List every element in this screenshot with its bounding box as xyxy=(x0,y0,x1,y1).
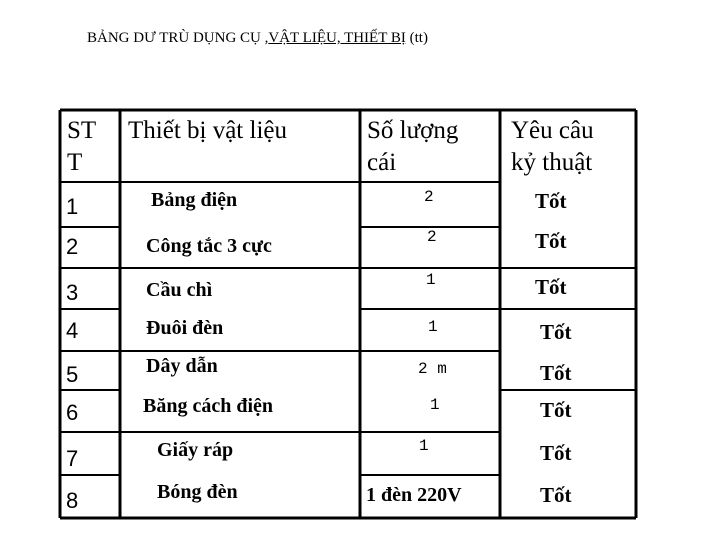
row-1-requirement: Tốt xyxy=(535,189,567,213)
row-5-requirement: Tốt xyxy=(540,361,572,385)
header-requirement-line1: Yêu câu xyxy=(511,117,594,144)
header-quantity-line1: Số lượng xyxy=(367,117,459,144)
row-8-item: Bóng đèn xyxy=(157,481,238,503)
row-2-qty: 2 xyxy=(427,228,437,246)
header-stt-line1: ST xyxy=(67,117,97,144)
row-8-stt: 8 xyxy=(66,488,79,513)
row-4-requirement: Tốt xyxy=(540,320,572,344)
row-2-stt: 2 xyxy=(66,234,79,259)
row-7-qty: 1 xyxy=(419,437,429,455)
header-item: Thiết bị vật liệu xyxy=(128,117,287,144)
row-7-requirement: Tốt xyxy=(540,441,572,465)
title-prefix: BẢNG DƯ TRÙ DỤNG CỤ , xyxy=(87,30,269,46)
header-requirement-line2: kỷ thuật xyxy=(511,149,593,176)
row-4-stt: 4 xyxy=(66,318,79,343)
header-stt-line2: T xyxy=(67,149,83,176)
row-7-stt: 7 xyxy=(66,446,79,471)
row-6-qty: 1 xyxy=(430,396,440,414)
row-4-qty: 1 xyxy=(428,318,438,336)
row-5-qty: 2 m xyxy=(418,360,447,378)
header-quantity xyxy=(367,115,458,179)
row-8-requirement: Tốt xyxy=(540,483,572,507)
title-suffix: (tt) xyxy=(405,30,428,46)
header-requirement xyxy=(511,115,594,179)
row-6-requirement: Tốt xyxy=(540,398,572,422)
row-3-item: Cầu chì xyxy=(146,279,213,301)
title-underlined: VẬT LIỆU, THIẾT BỊ xyxy=(268,30,406,46)
row-8-qty: 1 đèn 220V xyxy=(366,484,462,506)
row-1-stt: 1 xyxy=(66,194,79,219)
row-2-item: Công tắc 3 cực xyxy=(146,235,272,257)
row-1-item: Bảng điện xyxy=(151,189,238,211)
row-3-stt: 3 xyxy=(66,280,79,305)
row-3-qty: 1 xyxy=(426,271,436,289)
row-6-item: Băng cách điện xyxy=(143,395,274,417)
row-3-requirement: Tốt xyxy=(535,275,567,299)
row-2-requirement: Tốt xyxy=(535,229,567,253)
row-4-item: Đuôi đèn xyxy=(146,317,224,339)
row-1-qty: 2 xyxy=(424,188,434,206)
row-6-stt: 6 xyxy=(66,400,79,425)
row-7-item: Giấy ráp xyxy=(157,439,234,461)
row-5-item: Dây dẫn xyxy=(146,355,218,377)
header-quantity-line2: cái xyxy=(367,149,397,176)
row-5-stt: 5 xyxy=(66,362,79,387)
header-stt xyxy=(67,115,96,179)
